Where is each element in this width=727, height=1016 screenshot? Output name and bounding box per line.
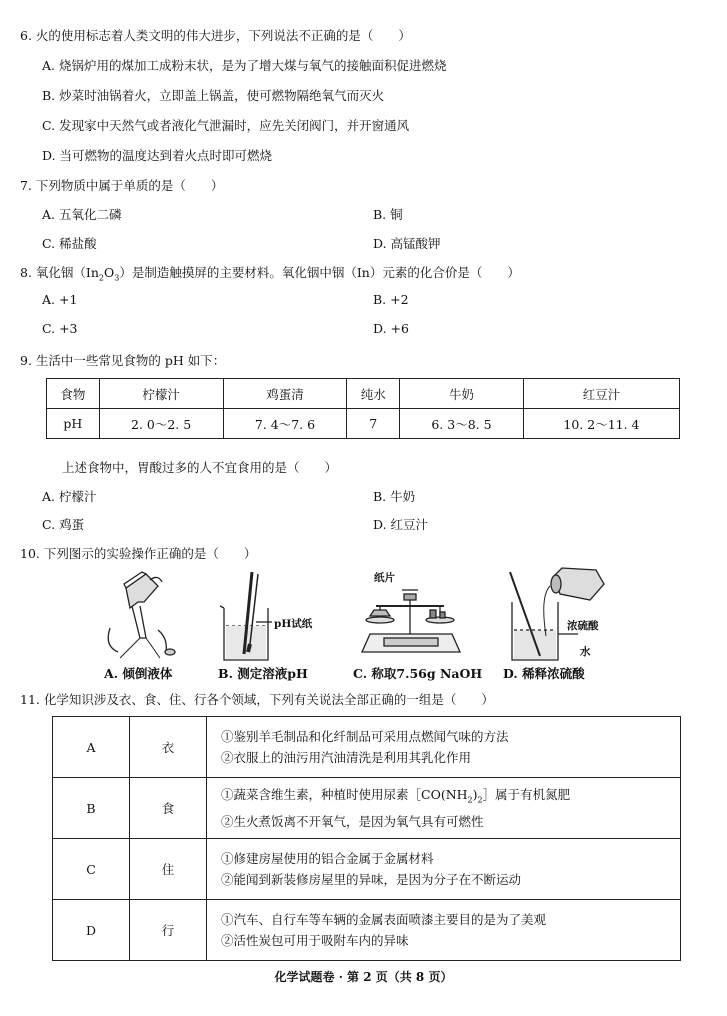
row-letter: C [53,839,130,900]
q8-option-b: B. +2 [373,292,409,307]
q9-option-c: C. 鸡蛋 [42,517,85,532]
caption-b: B. 测定溶液pH [218,666,308,681]
row-category: 食 [130,778,207,839]
q6-option-a: A. 烧锅炉用的煤加工成粉末状，是为了增大煤与氧气的接触面积促进燃烧 [42,58,447,73]
q10-stem: 10. 下列图示的实验操作正确的是（ ） [20,546,257,561]
q8-option-a: A. +1 [42,292,78,307]
table-cell: 6. 3～8. 5 [400,409,524,439]
figure-balance [356,578,466,663]
table-row [47,379,680,409]
label-water: 水 [580,646,591,658]
row-statements [207,778,681,839]
q11-table [52,716,681,961]
q9-option-d: D. 红豆汁 [373,517,429,532]
q6-option-c: C. 发现家中天然气或者液化气泄漏时，应先关闭阀门，并开窗通风 [42,118,410,133]
q9-sub-stem: 上述食物中，胃酸过多的人不宜食用的是（ ） [62,460,338,475]
statement-2: ②活性炭包可用于吸附车内的异味 [221,933,409,948]
q6-option-b: B. 炒菜时油锅着火，立即盖上锅盖，使可燃物隔绝氧气而灭火 [42,88,385,103]
figure-pouring-liquid [100,568,195,663]
statement-1: ①鉴别羊毛制品和化纤制品可采用点燃闻气味的方法 [221,729,509,744]
page-footer: 化学试题卷 · 第 2 页（共 8 页） [274,970,453,984]
row-category: 行 [130,900,207,961]
q6-option-d: D. 当可燃物的温度达到着火点时即可燃烧 [42,148,273,163]
table-row [53,717,681,778]
row-letter: D [53,900,130,961]
figure-dilute-acid [500,566,610,666]
table-row [47,409,680,439]
statement-1: ①修建房屋使用的铝合金属于金属材料 [221,851,434,866]
table-cell: pH [47,409,100,439]
table-cell: 2. 0～2. 5 [99,409,223,439]
statement-1: ①汽车、自行车等车辆的金属表面喷漆主要目的是为了美观 [221,912,547,927]
q7-option-b: B. 铜 [373,207,403,222]
row-statements [207,839,681,900]
ph-table [46,378,680,439]
table-cell: 红豆汁 [523,379,679,409]
row-statements [207,717,681,778]
table-row [53,778,681,839]
table-cell: 鸡蛋清 [223,379,347,409]
q8-stem: 8. 氧化铟$(In_2O_3)$是制造触摸屏的主要材料。氧化铟中铟（In）元素的化合价是（ ） [20,265,520,283]
statement-2: ②生火煮饭离不开氧气，是因为氧气具有可燃性 [221,813,484,829]
q9-option-b: B. 牛奶 [373,489,416,504]
row-statements [207,900,681,961]
caption-a: A. 倾倒液体 [104,666,173,681]
q9-stem: 9. 生活中一些常见食物的 pH 如下： [20,353,226,368]
statement-1: ①蔬菜含维生素，种植时使用尿素$[CO(NH_2)_2]$属于有机氮肥 [221,787,571,805]
row-letter: A [53,717,130,778]
q8-option-c: C. +3 [42,321,78,336]
table-cell: 7. 4～7. 6 [223,409,347,439]
q7-option-c: C. 稀盐酸 [42,236,97,251]
q11-stem: 11. 化学知识涉及衣、食、住、行各个领域，下列有关说法全部正确的一组是（ ） [20,692,494,707]
row-letter: B [53,778,130,839]
label-paper-slip: 纸片 [374,572,395,584]
table-cell: 柠檬汁 [99,379,223,409]
caption-d: D. 稀释浓硫酸 [503,666,585,681]
statement-2: ②衣服上的油污用汽油清洗是利用其乳化作用 [221,750,472,765]
label-ph-paper: pH试纸 [274,618,313,630]
table-cell: 纯水 [347,379,400,409]
table-cell: 10. 2～11. 4 [523,409,679,439]
table-cell: 食物 [47,379,100,409]
table-cell: 7 [347,409,400,439]
label-conc-acid: 浓硫酸 [567,620,599,632]
q8-option-d: D. +6 [373,321,409,336]
caption-c: C. 称取7.56g NaOH [353,666,483,681]
q7-option-a: A. 五氧化二磷 [42,207,122,222]
q7-stem: 7. 下列物质中属于单质的是（ ） [20,178,224,193]
statement-2: ②能闻到新装修房屋里的异味，是因为分子在不断运动 [221,872,522,887]
table-cell: 牛奶 [400,379,524,409]
table-row [53,900,681,961]
row-category: 住 [130,839,207,900]
q9-option-a: A. 柠檬汁 [42,489,97,504]
q7-option-d: D. 高锰酸钾 [373,236,441,251]
row-category: 衣 [130,717,207,778]
table-row [53,839,681,900]
q6-stem: 6. 火的使用标志着人类文明的伟大进步，下列说法不正确的是（ ） [20,28,411,43]
